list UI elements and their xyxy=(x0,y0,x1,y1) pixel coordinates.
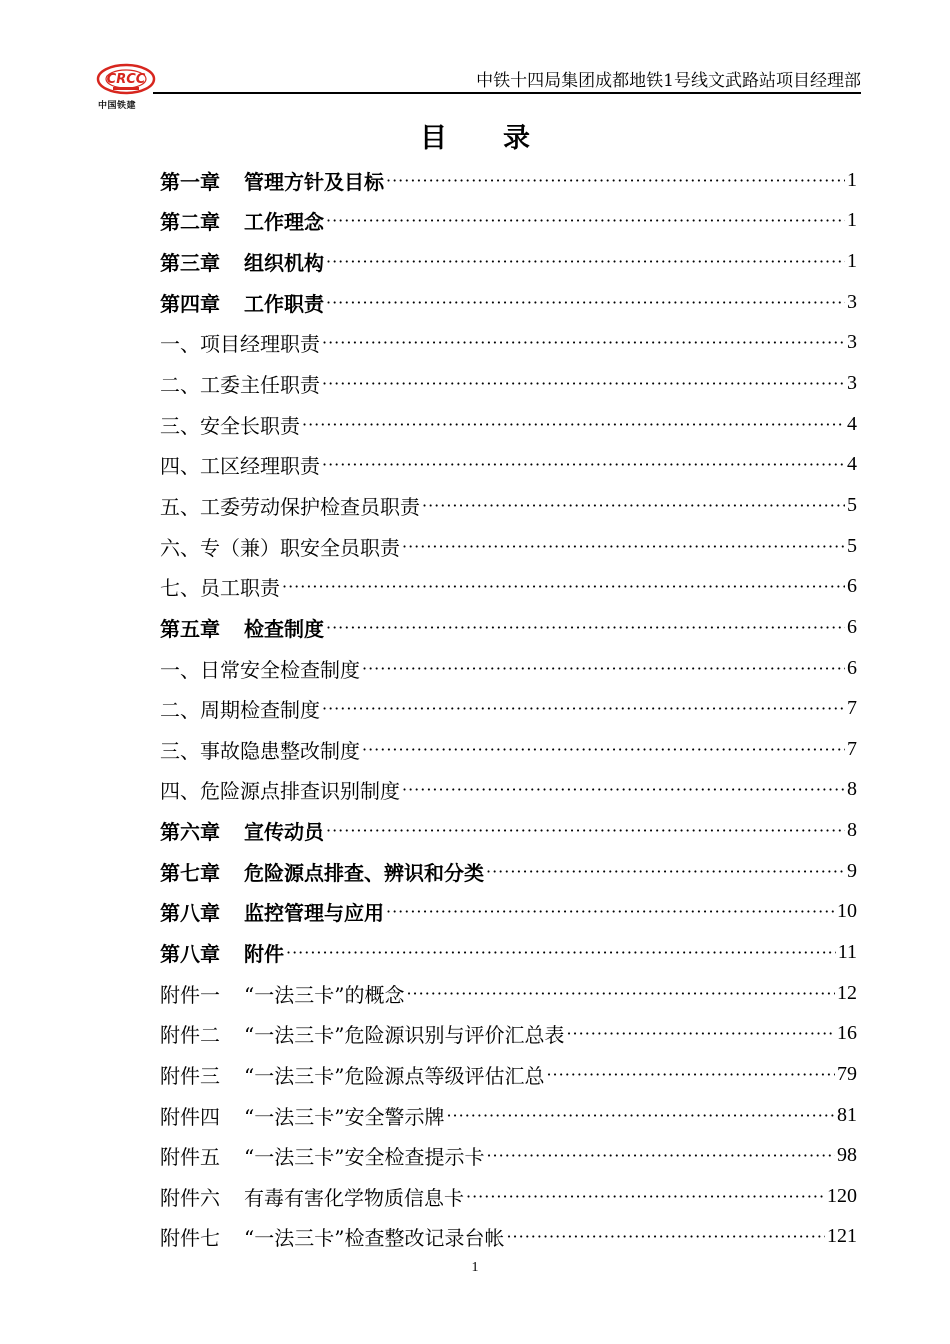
toc-entry[interactable] xyxy=(160,444,857,485)
toc-entry[interactable] xyxy=(160,160,857,201)
toc-leader-dots xyxy=(466,1187,825,1206)
toc-entry-title: 四、工区经理职责 xyxy=(160,454,320,479)
toc-entry-label xyxy=(160,450,320,479)
toc-leader-dots xyxy=(326,821,845,840)
toc-entry[interactable] xyxy=(160,1054,857,1095)
toc-entry-page: 6 xyxy=(847,615,857,638)
toc-leader-dots xyxy=(406,984,835,1003)
toc-entry-label xyxy=(160,1222,504,1251)
toc-entry-page: 5 xyxy=(847,534,857,557)
toc-leader-dots xyxy=(286,943,836,962)
toc-entry-page: 7 xyxy=(847,737,857,760)
toc-entry-number: 第一章 xyxy=(160,169,220,194)
toc-entry-title: “一法三卡”安全检查提示卡 xyxy=(244,1145,485,1170)
toc-entry-number: 附件六 xyxy=(160,1185,220,1210)
toc-leader-dots xyxy=(326,293,845,312)
toc-entry-label xyxy=(160,735,360,764)
toc-leader-dots xyxy=(486,862,845,881)
toc-entry[interactable] xyxy=(160,607,857,648)
toc-leader-dots xyxy=(302,415,845,434)
toc-leader-dots xyxy=(282,577,845,596)
toc-leader-dots xyxy=(326,211,845,230)
toc-entry-label xyxy=(160,938,284,967)
toc-entry-label xyxy=(160,1141,484,1170)
toc-entry-label xyxy=(160,613,324,642)
toc-entry[interactable] xyxy=(160,404,857,445)
toc-entry-number: 附件四 xyxy=(160,1104,220,1129)
toc-entry-title: 附件 xyxy=(244,941,284,966)
toc-entry-page: 8 xyxy=(847,778,857,801)
toc-entry-page: 6 xyxy=(847,575,857,598)
toc-leader-dots xyxy=(362,659,845,678)
toc-leader-dots xyxy=(322,374,845,393)
toc-entry-page: 120 xyxy=(827,1184,857,1207)
toc-entry-number: 第五章 xyxy=(160,616,220,641)
toc-entry-title: “一法三卡”的概念 xyxy=(244,982,405,1007)
toc-entry-number: 第四章 xyxy=(160,291,220,316)
crcc-logo-icon xyxy=(95,62,157,98)
toc-entry-title: 三、安全长职责 xyxy=(160,413,300,438)
toc-entry-number: 第三章 xyxy=(160,251,220,276)
toc-entry[interactable] xyxy=(160,526,857,567)
toc-entry-label xyxy=(160,369,320,398)
toc-entry-title: 七、员工职责 xyxy=(160,576,280,601)
toc-entry[interactable] xyxy=(160,566,857,607)
toc-entry[interactable] xyxy=(160,323,857,364)
toc-entry[interactable] xyxy=(160,688,857,729)
toc-entry[interactable] xyxy=(160,1217,857,1258)
toc-entry[interactable] xyxy=(160,282,857,323)
toc-entry-label xyxy=(160,166,384,195)
toc-entry-page: 121 xyxy=(827,1225,857,1248)
page-number: 1 xyxy=(471,1260,479,1275)
toc-entry-label xyxy=(160,1060,544,1089)
toc-entry-title: 六、专（兼）职安全员职责 xyxy=(160,535,400,560)
toc-entry-title: “一法三卡”危险源识别与评价汇总表 xyxy=(244,1023,565,1048)
toc-entry-title: 工作理念 xyxy=(244,210,324,235)
logo-text: 中国铁建 xyxy=(98,101,137,111)
toc-entry-title: 二、周期检查制度 xyxy=(160,698,320,723)
toc-entry-title: 宣传动员 xyxy=(244,820,324,845)
toc-entry-title: “一法三卡”危险源点等级评估汇总 xyxy=(244,1063,545,1088)
toc-leader-dots xyxy=(326,252,845,271)
crcc-logo xyxy=(95,62,157,112)
toc-entry-label xyxy=(160,206,324,235)
toc-entry-number: 附件七 xyxy=(160,1226,220,1251)
toc-leader-dots xyxy=(402,780,845,799)
toc-entry-title: 监控管理与应用 xyxy=(244,901,384,926)
toc-entry-label xyxy=(160,1182,464,1211)
toc-entry-number: 第七章 xyxy=(160,860,220,885)
toc-entry-page: 81 xyxy=(837,1103,857,1126)
toc-entry-title: 四、危险源点排查识别制度 xyxy=(160,779,400,804)
toc-leader-dots xyxy=(402,537,845,556)
header-title: 中铁十四局集团成都地铁1号线文武路站项目经理部 xyxy=(476,71,861,91)
toc-leader-dots xyxy=(506,1227,825,1246)
toc-entry-number: 附件一 xyxy=(160,982,220,1007)
toc-entry-page: 7 xyxy=(847,697,857,720)
toc-entry[interactable] xyxy=(160,770,857,811)
toc-entry-title: “一法三卡”安全警示牌 xyxy=(244,1104,445,1129)
toc-entry-page: 16 xyxy=(837,1022,857,1045)
toc-entry-number: 第二章 xyxy=(160,210,220,235)
toc-leader-dots xyxy=(326,618,845,637)
toc-entry-label xyxy=(160,654,360,683)
toc-entry[interactable] xyxy=(160,363,857,404)
toc-entry-label xyxy=(160,491,420,520)
toc-entry-label xyxy=(160,979,404,1008)
toc-leader-dots xyxy=(386,902,835,921)
toc-leader-dots xyxy=(386,171,845,190)
toc-entry-title: 一、项目经理职责 xyxy=(160,332,320,357)
toc-entry-title: 管理方针及目标 xyxy=(244,169,384,194)
table-of-contents xyxy=(160,160,857,1257)
toc-leader-dots xyxy=(566,1024,835,1043)
toc-entry-label xyxy=(160,857,484,886)
toc-entry-title: 一、日常安全检查制度 xyxy=(160,657,360,682)
toc-entry[interactable] xyxy=(160,485,857,526)
toc-entry-title: 组织机构 xyxy=(244,251,324,276)
toc-entry-page: 3 xyxy=(847,372,857,395)
toc-entry-number: 附件五 xyxy=(160,1145,220,1170)
toc-entry[interactable] xyxy=(160,648,857,689)
toc-entry-title: 三、事故隐患整改制度 xyxy=(160,738,360,763)
toc-entry[interactable] xyxy=(160,1135,857,1176)
toc-entry-page: 3 xyxy=(847,290,857,313)
toc-entry-label xyxy=(160,328,320,357)
toc-entry-number: 第八章 xyxy=(160,901,220,926)
toc-entry-page: 1 xyxy=(847,209,857,232)
toc-entry[interactable] xyxy=(160,1176,857,1217)
toc-entry[interactable] xyxy=(160,241,857,282)
toc-entry-title: 五、工委劳动保护检查员职责 xyxy=(160,494,420,519)
toc-leader-dots xyxy=(322,699,845,718)
toc-entry[interactable] xyxy=(160,1013,857,1054)
toc-leader-dots xyxy=(322,455,845,474)
toc-entry-label xyxy=(160,288,324,317)
toc-entry-number: 附件二 xyxy=(160,1023,220,1048)
toc-entry-page: 9 xyxy=(847,859,857,882)
toc-entry-label xyxy=(160,1019,564,1048)
toc-entry-label xyxy=(160,247,324,276)
header-rule xyxy=(153,92,861,94)
toc-entry-number: 第八章 xyxy=(160,941,220,966)
toc-entry-title: “一法三卡”检查整改记录台帐 xyxy=(244,1226,505,1251)
toc-entry[interactable] xyxy=(160,851,857,892)
toc-entry-label xyxy=(160,775,400,804)
toc-leader-dots xyxy=(546,1065,835,1084)
toc-entry-label xyxy=(160,897,384,926)
toc-entry-label xyxy=(160,532,400,561)
toc-entry-label xyxy=(160,1101,444,1130)
toc-entry-label xyxy=(160,816,324,845)
toc-entry[interactable] xyxy=(160,892,857,933)
page-header xyxy=(95,62,861,112)
toc-entry[interactable] xyxy=(160,201,857,242)
toc-entry-page: 3 xyxy=(847,331,857,354)
toc-entry-page: 6 xyxy=(847,656,857,679)
toc-leader-dots xyxy=(486,1146,835,1165)
toc-entry-label xyxy=(160,694,320,723)
toc-entry-page: 79 xyxy=(837,1062,857,1085)
toc-entry-page: 8 xyxy=(847,819,857,842)
toc-entry[interactable] xyxy=(160,932,857,973)
svg-text:CRCC: CRCC xyxy=(106,72,146,87)
toc-entry-title: 有毒有害化学物质信息卡 xyxy=(244,1185,464,1210)
toc-leader-dots xyxy=(362,740,845,759)
toc-entry-label xyxy=(160,410,300,439)
toc-entry-page: 11 xyxy=(837,940,857,963)
toc-entry[interactable] xyxy=(160,810,857,851)
toc-entry-page: 5 xyxy=(847,493,857,516)
toc-entry-number: 附件三 xyxy=(160,1063,220,1088)
toc-entry-page: 10 xyxy=(837,900,857,923)
toc-entry[interactable] xyxy=(160,729,857,770)
toc-entry-page: 98 xyxy=(837,1144,857,1167)
toc-leader-dots xyxy=(322,333,845,352)
toc-leader-dots xyxy=(422,496,845,515)
toc-entry-page: 1 xyxy=(847,250,857,273)
toc-entry-page: 1 xyxy=(847,168,857,191)
toc-entry-title: 危险源点排查、辨识和分类 xyxy=(244,860,484,885)
toc-leader-dots xyxy=(446,1106,835,1125)
toc-entry-title: 工作职责 xyxy=(244,291,324,316)
toc-entry[interactable] xyxy=(160,1095,857,1136)
toc-entry-number: 第六章 xyxy=(160,820,220,845)
toc-entry-page: 12 xyxy=(837,981,857,1004)
toc-entry[interactable] xyxy=(160,973,857,1014)
toc-title: 目录 xyxy=(420,123,586,154)
toc-entry-title: 二、工委主任职责 xyxy=(160,373,320,398)
toc-entry-page: 4 xyxy=(847,453,857,476)
toc-entry-page: 4 xyxy=(847,412,857,435)
toc-entry-label xyxy=(160,572,280,601)
toc-entry-title: 检查制度 xyxy=(244,616,324,641)
